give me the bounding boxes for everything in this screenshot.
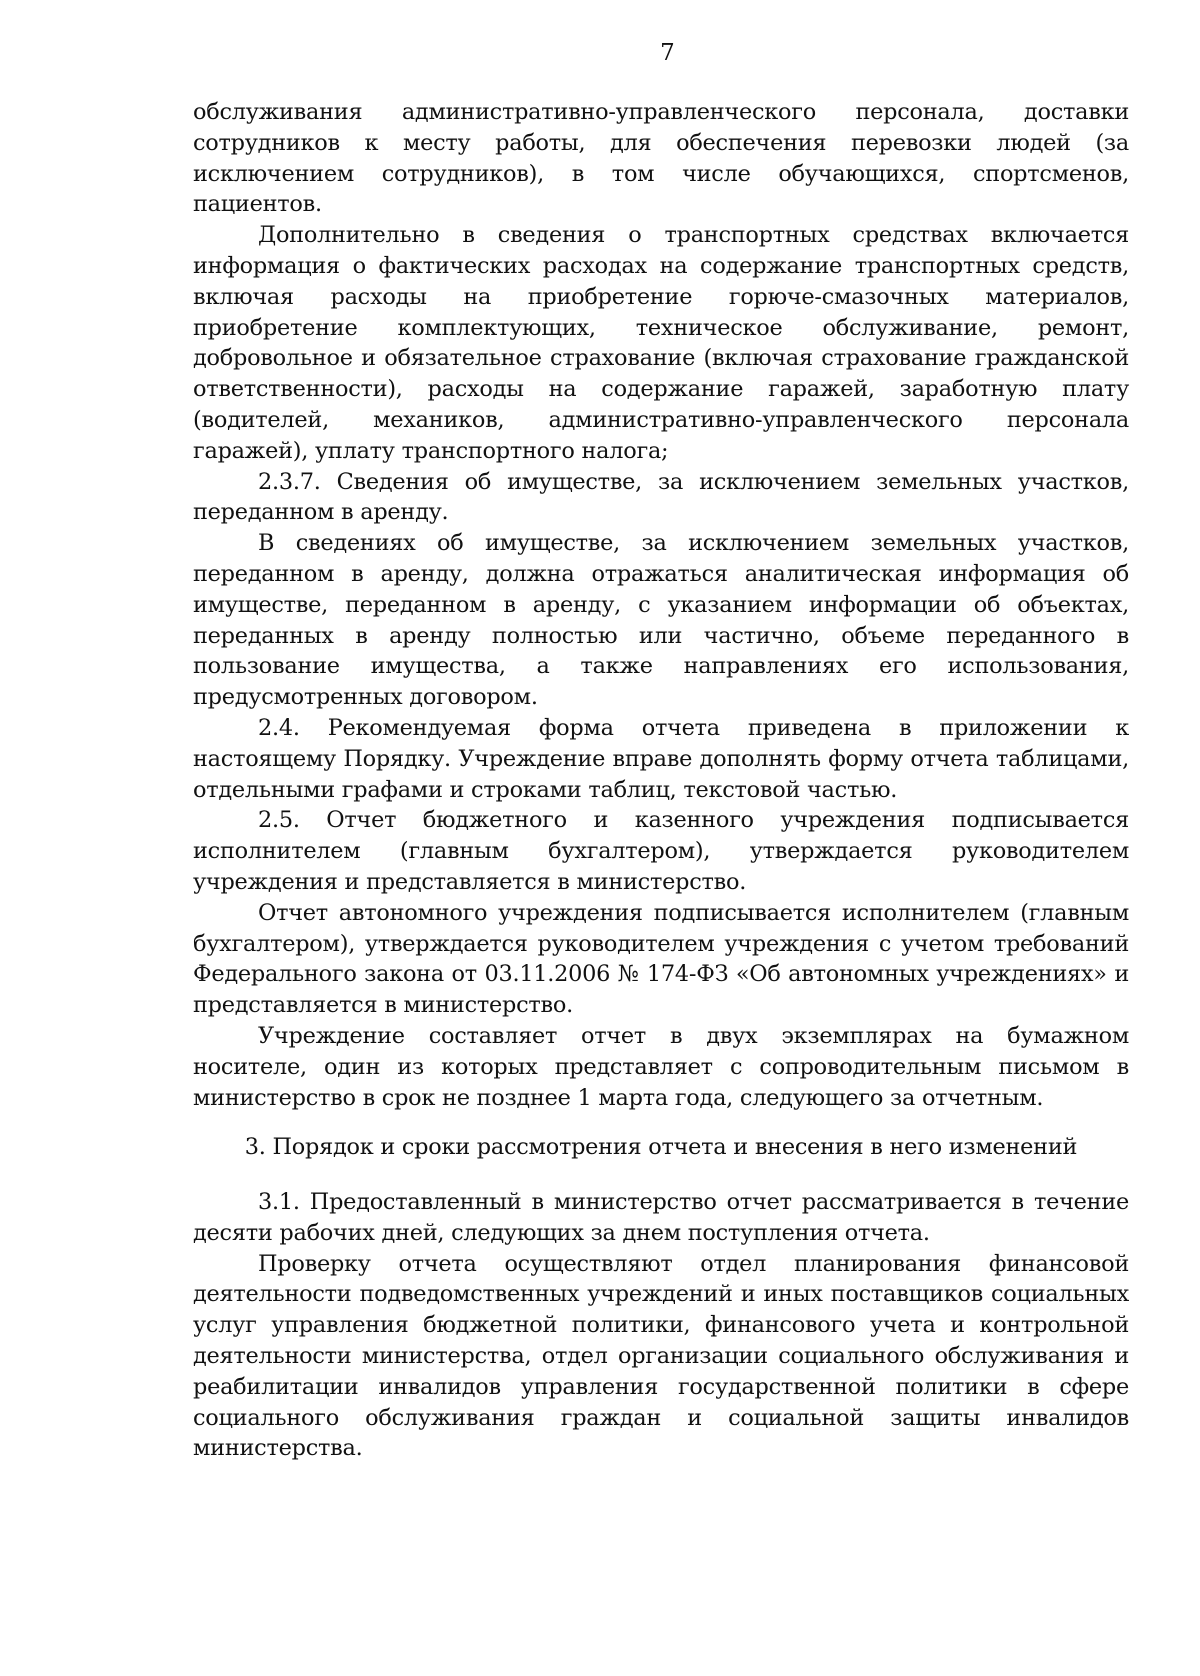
page-number: 7: [660, 40, 675, 66]
paragraph-2-4: 2.4. Рекомендуемая форма отчета приведена в приложении к настоящему Порядку. Учреждение вправе дополнять форму отчета таблицами, отдельными графами и строками таблиц, текстовой частью.: [193, 714, 1129, 803]
document-body: [193, 97, 1129, 1464]
paragraph-verification: Проверку отчета осуществляют отдел планирования финансовой деятельности подведомственных учреждений и иных поставщиков социальных услуг управления бюджетной политики, финансового учета и контрольной деятельности министерства, отдел организации социального обслуживания и реабилитации инвалидов управления государственной политики в сфере социального обслуживания граждан и социальной защиты инвалидов министерства.: [193, 1250, 1129, 1462]
paragraph-2-3-7: 2.3.7. Сведения об имуществе, за исключением земельных участков, переданном в аренду.: [193, 468, 1129, 526]
paragraph-vehicle-expenses: Дополнительно в сведения о транспортных средствах включается информация о фактических расходах на содержание транспортных средств, включая расходы на приобретение горюче-смазочных материалов, приобретение комплектующих, техническое обслуживание, ремонт, добровольное и обязательное страхование (включая страхование гражданской ответственности), расходы на содержание гаражей, заработную плату (водителей, механиков, административно-управленческого персонала гаражей), уплату транспортного налога;: [193, 222, 1129, 464]
paragraph-leased-property: В сведениях об имуществе, за исключением земельных участков, переданном в аренду, должна отражаться аналитическая информация об имуществе, переданном в аренду, с указанием информации об объектах, переданных в аренду полностью или частично, объеме переданного в пользование имущества, а также направлениях его использования, предусмотренных договором.: [193, 530, 1129, 711]
paragraph-continuation: обслуживания административно-управленческого персонала, доставки сотрудников к месту работы, для обеспечения перевозки людей (за исключением сотрудников), в том числе обучающихся, спортсменов, пациентов.: [193, 99, 1129, 218]
paragraph-2-5: 2.5. Отчет бюджетного и казенного учреждения подписывается исполнителем (главным бухгалтером), утверждается руководителем учреждения и представляется в министерство.: [193, 807, 1129, 895]
paragraph-two-copies: Учреждение составляет отчет в двух экземплярах на бумажном носителе, один из которых представляет с сопроводительным письмом в министерство в срок не позднее 1 марта года, следующего за отчетным.: [193, 1022, 1129, 1111]
section-heading-3: 3. Порядок и сроки рассмотрения отчета и внесения в него изменений: [244, 1134, 1078, 1161]
paragraph-autonomous-report: Отчет автономного учреждения подписывается исполнителем (главным бухгалтером), утверждается руководителем учреждения с учетом требований Федерального закона от 03.11.2006 № 174-ФЗ «Об автономных учреждениях» и представляется в министерство.: [193, 899, 1129, 1019]
paragraph-3-1: 3.1. Предоставленный в министерство отчет рассматривается в течение десяти рабочих дней, следующих за днем поступления отчета.: [193, 1189, 1129, 1246]
